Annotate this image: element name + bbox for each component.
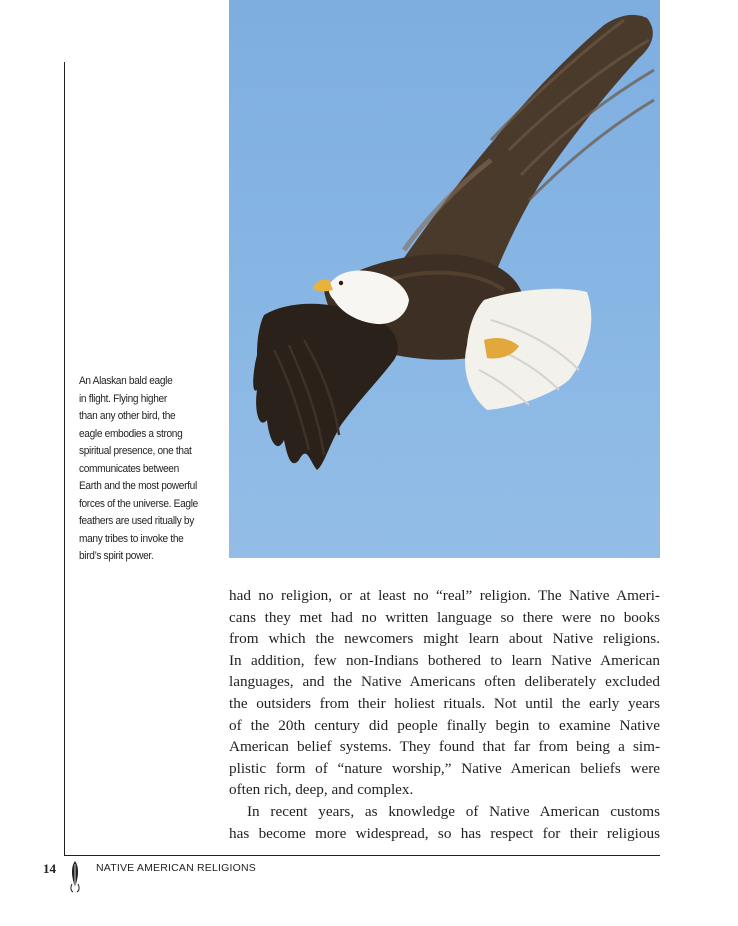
text-line: has become more widespread, so has respect for their religious: [229, 824, 660, 842]
margin-rule: [64, 62, 65, 856]
feather-icon: [69, 860, 81, 894]
text-line: had no religion, or at least no “real” religion. The Native Ameri-: [229, 587, 660, 604]
text-line: from which the newcomers might learn about Native religions.: [229, 630, 660, 648]
page-number: 14: [43, 861, 56, 876]
running-head: NATIVE AMERICAN RELIGIONS: [96, 862, 257, 874]
text-line: In recent years, as knowledge of Native American customs: [247, 802, 660, 820]
footer-rule: [64, 855, 660, 856]
text-line: often rich, deep, and complex.: [229, 781, 414, 799]
text-line: cans they met had no written language so there were no books: [229, 608, 660, 626]
text-line: the outsiders from their holiest rituals. Not until the early years: [229, 694, 660, 712]
text-line: In addition, few non-Indians bothered to learn Native American: [229, 651, 660, 669]
paragraph-2: [229, 801, 660, 844]
text-line: American belief systems. They found that far from being a sim-: [229, 738, 660, 756]
body-text: [229, 585, 660, 844]
text-line: plistic form of “nature worship,” Native American beliefs were: [229, 759, 660, 777]
paragraph-1: [229, 585, 660, 801]
bald-eagle-photo: [229, 0, 660, 558]
text-line: of the 20th century did people finally begin to examine Native: [229, 716, 660, 734]
photo-caption: An Alaskan bald eagle in flight. Flying higher than any other bird, the eagle embodies a strong spiritual presence, one that communicates between Earth and the most powerful forces of the universe. Eagle feathers are used ritually by many tribes to invoke the bird’s spirit power.: [79, 375, 198, 562]
text-line: languages, and the Native Americans often deliberately excluded: [229, 673, 660, 691]
